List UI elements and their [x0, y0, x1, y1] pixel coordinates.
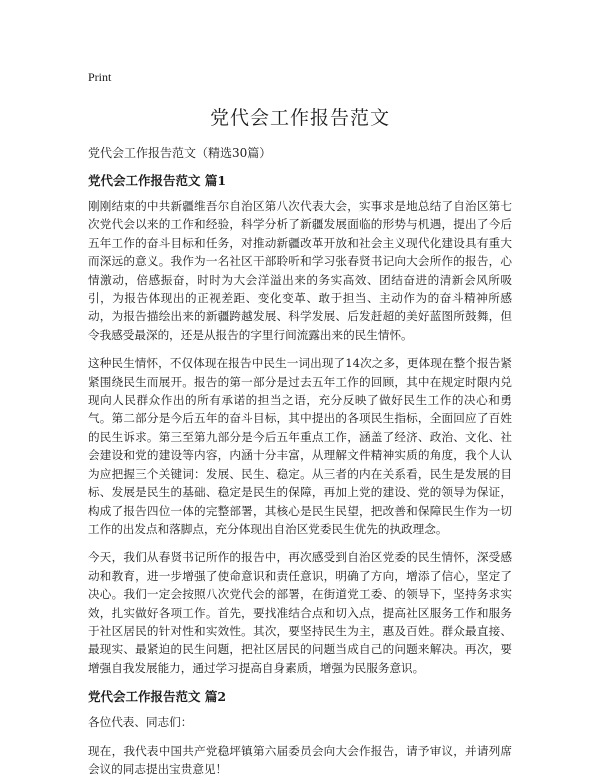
paragraph: 刚刚结束的中共新疆维吾尔自治区第八次代表大会，实事求是地总结了自治区第七次党代会以来的工作和经验，科学分析了新疆发展面临的形势与机遇，提出了今后五年工作的奋斗目标和任务，对推动新疆改革开放和社会主义现代化建设具有重大而深远的意义。我作为一名社区干部聆听和学习张春贤书记向大会所作的报告，心情激动，倍感振奋，时时为大会洋溢出来的务实高效、团结奋进的清新会风所吸引，为报告体现出的正视差距、变化变革、敢于担当、主动作为的奋斗精神所感动，为报告描绘出来的新疆跨越发展、科学发展、后发赶超的美好蓝图所鼓舞，但令我感受最深的，还是从报告的字里行间流露出来的民生情怀。: [88, 199, 512, 342]
section-2: [88, 687, 512, 778]
section-heading: 党代会工作报告范文 篇2: [88, 689, 227, 705]
section-1: [88, 171, 512, 677]
paragraph: 现在，我代表中国共产党稳坪镇第六届委员会向大会作报告，请予审议，并请列席会议的同志提出宝贵意见！: [88, 743, 512, 776]
paragraph: 今天，我们从春贤书记所作的报告中，再次感受到自治区党委的民生情怀，深受感动和教育，进一步增强了使命意识和责任意识，明确了方向，增添了信心，坚定了决心。我们一定会按照八次党代会的部署，在街道党工委、的领导下，坚持务求实效，扎实做好各项工作。首先，要找准结合点和切入点，提高社区服务工作和服务于社区居民的针对性和实效性。其次，要坚持民生为主，惠及百姓。群众最直接、最现实、最紧迫的民生问题，把社区居民的问题当成自己的问题来解决。再次，要增强自我发展能力，通过学习提高自身素质，增强为民服务意识。: [88, 550, 512, 675]
document-subtitle: 党代会工作报告范文（精选30篇）: [88, 146, 272, 160]
section-heading: 党代会工作报告范文 篇1: [88, 173, 227, 188]
print-label[interactable]: Print: [88, 70, 112, 84]
paragraph: 这种民生情怀，不仅体现在报告中民生一词出现了14次之多，更体现在整个报告紧紧围绕民生而展开。报告的第一部分是过去五年工作的回顾，其中在规定时限内兑现向人民群众作出的所有承诺的担当之语，充分反映了做好民生工作的决心和勇气。第二部分是今后五年的奋斗目标，其中提出的各项民生指标，全面回应了百姓的民生诉求。第三至第九部分是今后五年重点工作，涵盖了经济、政治、文化、社会建设和党的建设等内容，内涵十分丰富，从理解文件精神实质的角度，我个人认为应把握三个关键词：发展、民生、稳定。从三者的内在关系看，民生是发展的目标、发展是民生的基础、稳定是民生的保障，再加上党的建设、党的领导为保证，构成了报告四位一体的完整部署，其核心是民生民望，把改善和保障民生作为一切工作的出发点和落脚点，充分体现出自治区党委民生优先的执政理念。: [88, 356, 512, 536]
document-title: 党代会工作报告范文: [209, 107, 390, 129]
paragraph: 各位代表、同志们：: [88, 715, 193, 730]
